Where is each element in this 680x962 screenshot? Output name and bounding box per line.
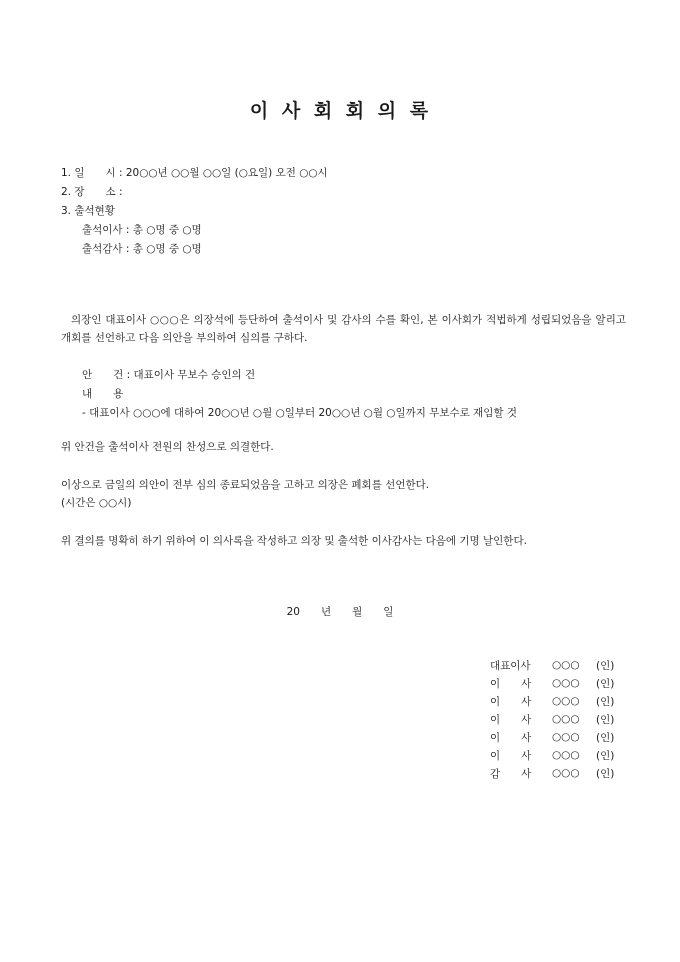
signatory-role: 대표이사 [490,659,531,672]
signatory-name: ○○○ [552,767,580,779]
agenda-subject: 안 건 : 대표이사 무보수 승인의 건 [82,369,256,381]
attendance-heading: 3. 출석현황 [61,205,115,217]
signatory-name: ○○○ [552,749,580,761]
signature-table [490,656,614,782]
seal-mark: (인) [596,731,615,744]
signatory-role: 이 사 [490,749,532,762]
attending-directors: 출석이사 : 총 ○명 중 ○명 [82,224,202,236]
attestation-text: 위 결의를 명확히 하기 위하여 이 의사록을 작성하고 의장 및 출석한 이사감사는 다음에 기명 날인한다. [61,535,527,547]
document-date: 20 년 월 일 [286,606,394,618]
seal-mark: (인) [596,677,615,690]
signatory-name: ○○○ [552,677,580,689]
seal-mark: (인) [596,767,615,780]
opening-paragraph: 의장인 대표이사 ○○○은 의장석에 등단하여 출석이사 및 감사의 수를 확인, 본 이사회가 적법하게 성립되었음을 알리고 개회를 선언하고 다음 의안을 부의하여 심의를 구하다. [61,314,626,344]
signature-row [490,710,614,728]
signatory-name: ○○○ [552,695,580,707]
signatory-name: ○○○ [552,659,580,671]
signatory-role: 이 사 [490,731,532,744]
meeting-datetime: 1. 일 시 : 20○○년 ○○월 ○○일 (○요일) 오전 ○○시 [61,167,328,179]
signature-row [490,674,614,692]
attending-auditors: 출석감사 : 총 ○명 중 ○명 [82,243,202,255]
signature-row [490,746,614,764]
signature-row [490,764,614,782]
seal-mark: (인) [596,695,615,708]
signature-row [490,728,614,746]
seal-mark: (인) [596,659,615,672]
seal-mark: (인) [596,713,615,726]
meeting-place: 2. 장 소 : [61,186,123,198]
signature-row [490,692,614,710]
signatory-role: 감 사 [490,767,532,780]
signatory-role: 이 사 [490,677,532,690]
signatory-name: ○○○ [552,713,580,725]
resolution-text: 위 안건을 출석이사 전원의 찬성으로 의결한다. [61,441,274,453]
closing-text: 이상으로 금일의 의안이 전부 심의 종료되었음을 고하고 의장은 폐회를 선언한다. [61,479,430,491]
closing-time: (시간은 ○○시) [61,497,132,509]
signature-row [490,656,614,674]
agenda-content-label: 내 용 [82,388,124,400]
signatory-role: 이 사 [490,695,532,708]
signatory-name: ○○○ [552,731,580,743]
agenda-content: - 대표이사 ○○○에 대하여 20○○년 ○월 ○일부터 20○○년 ○월 ○일까지 무보수로 재임할 것 [82,407,518,419]
seal-mark: (인) [596,749,615,762]
document-title: 이 사 회 회 의 록 [249,100,431,122]
signatory-role: 이 사 [490,713,532,726]
